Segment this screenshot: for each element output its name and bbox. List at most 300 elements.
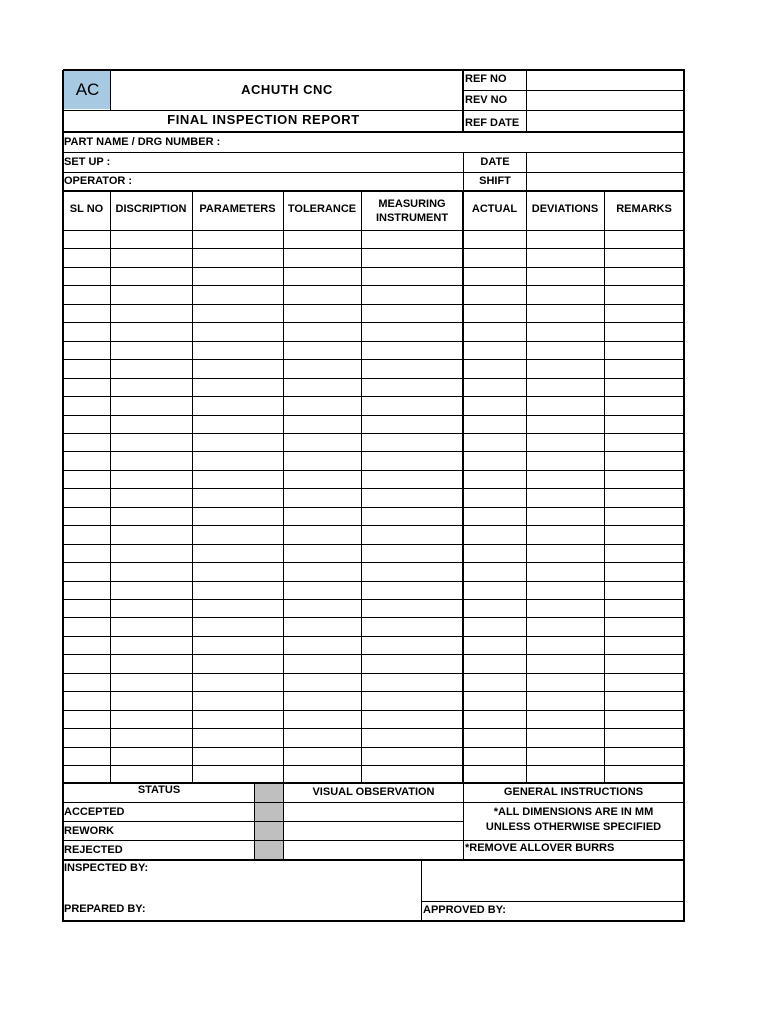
table-cell[interactable]	[363, 509, 461, 523]
table-cell[interactable]	[112, 361, 190, 375]
column-header-6: ACTUAL	[471, 203, 518, 215]
inspected-by-field[interactable]	[66, 877, 418, 899]
status-grey-left	[254, 783, 255, 861]
table-cell[interactable]	[528, 398, 602, 412]
table-cell[interactable]	[528, 361, 602, 375]
table-cell[interactable]	[465, 712, 524, 726]
table-cell[interactable]	[606, 527, 682, 541]
table-cell[interactable]	[363, 417, 461, 431]
table-cell[interactable]	[65, 453, 108, 467]
table-cell[interactable]	[285, 324, 359, 338]
table-cell[interactable]	[194, 583, 281, 597]
table-cell[interactable]	[606, 343, 682, 357]
table-cell[interactable]	[363, 453, 461, 467]
company-name: ACHUTH CNC	[241, 82, 333, 97]
table-cell[interactable]	[194, 619, 281, 633]
table-cell[interactable]	[285, 619, 359, 633]
table-cell[interactable]	[65, 380, 108, 394]
table-cell[interactable]	[528, 546, 602, 560]
table-cell[interactable]	[112, 472, 190, 486]
table-cell[interactable]	[528, 564, 602, 578]
operator-field[interactable]	[140, 174, 458, 190]
table-cell[interactable]	[65, 675, 108, 689]
table-cell[interactable]	[194, 232, 281, 246]
table-cell[interactable]	[285, 232, 359, 246]
table-cell[interactable]	[528, 250, 602, 264]
part-name-label: PART NAME / DRG NUMBER :	[64, 136, 221, 148]
table-cell[interactable]	[363, 583, 461, 597]
table-cell[interactable]	[112, 656, 190, 670]
table-cell[interactable]	[528, 767, 602, 781]
table-cell[interactable]	[465, 675, 524, 689]
table-cell[interactable]	[363, 564, 461, 578]
row-divider	[63, 359, 685, 360]
table-cell[interactable]	[285, 675, 359, 689]
shift-field[interactable]	[528, 174, 681, 190]
table-cell[interactable]	[285, 638, 359, 652]
table-cell[interactable]	[606, 232, 682, 246]
visual-observation-label: VISUAL OBSERVATION	[312, 786, 435, 798]
table-cell[interactable]	[194, 306, 281, 320]
table-cell[interactable]	[528, 675, 602, 689]
table-cell[interactable]	[65, 232, 108, 246]
table-cell[interactable]	[465, 749, 524, 763]
table-cell[interactable]	[465, 546, 524, 560]
table-cell[interactable]	[465, 656, 524, 670]
table-cell[interactable]	[528, 287, 602, 301]
table-cell[interactable]	[194, 509, 281, 523]
table-cell[interactable]	[194, 380, 281, 394]
table-cell[interactable]	[606, 730, 682, 744]
table-cell[interactable]	[465, 693, 524, 707]
table-cell[interactable]	[112, 232, 190, 246]
table-cell[interactable]	[194, 287, 281, 301]
table-cell[interactable]	[194, 564, 281, 578]
part-name-field[interactable]	[240, 135, 680, 151]
row-divider	[63, 378, 685, 379]
table-cell[interactable]	[285, 712, 359, 726]
logo-divider	[110, 70, 111, 111]
table-cell[interactable]	[363, 324, 461, 338]
table-cell[interactable]	[528, 527, 602, 541]
table-cell[interactable]	[112, 490, 190, 504]
table-cell[interactable]	[285, 583, 359, 597]
table-cell[interactable]	[606, 749, 682, 763]
table-cell[interactable]	[465, 638, 524, 652]
header-right-divider	[462, 70, 464, 133]
table-cell[interactable]	[112, 324, 190, 338]
table-cell[interactable]	[65, 712, 108, 726]
table-cell[interactable]	[363, 269, 461, 283]
table-cell[interactable]	[194, 527, 281, 541]
table-cell[interactable]	[465, 601, 524, 615]
info-divider-2	[526, 152, 527, 192]
table-cell[interactable]	[363, 361, 461, 375]
table-cell[interactable]	[465, 472, 524, 486]
table-cell[interactable]	[528, 583, 602, 597]
column-header-4: TOLERANCE	[287, 203, 357, 215]
report-title: FINAL INSPECTION REPORT	[167, 112, 360, 127]
row-divider	[63, 617, 685, 618]
table-cell[interactable]	[465, 564, 524, 578]
rev-no-field[interactable]	[528, 92, 681, 109]
table-cell[interactable]	[112, 380, 190, 394]
table-cell[interactable]	[194, 435, 281, 449]
table-cell[interactable]	[606, 564, 682, 578]
title-divider	[63, 110, 464, 111]
status-label: STATUS	[137, 784, 181, 796]
table-cell[interactable]	[285, 564, 359, 578]
table-cell[interactable]	[606, 546, 682, 560]
table-cell[interactable]	[285, 472, 359, 486]
table-cell[interactable]	[606, 472, 682, 486]
table-cell[interactable]	[606, 250, 682, 264]
column-divider	[361, 191, 362, 784]
table-cell[interactable]	[528, 453, 602, 467]
table-cell[interactable]	[285, 380, 359, 394]
table-cell[interactable]	[285, 767, 359, 781]
table-bottom	[63, 782, 685, 784]
table-cell[interactable]	[285, 306, 359, 320]
table-cell[interactable]	[363, 693, 461, 707]
table-cell[interactable]	[285, 546, 359, 560]
table-cell[interactable]	[65, 749, 108, 763]
table-cell[interactable]	[465, 583, 524, 597]
table-cell[interactable]	[112, 435, 190, 449]
table-cell[interactable]	[465, 619, 524, 633]
table-cell[interactable]	[112, 767, 190, 781]
table-cell[interactable]	[112, 250, 190, 264]
table-cell[interactable]	[194, 343, 281, 357]
table-cell[interactable]	[465, 250, 524, 264]
table-cell[interactable]	[606, 767, 682, 781]
approved-top	[421, 901, 685, 902]
instruction-dimensions-line1: *ALL DIMENSIONS ARE IN MM	[493, 806, 654, 818]
table-cell[interactable]	[65, 601, 108, 615]
table-cell[interactable]	[528, 693, 602, 707]
prepared-by-field[interactable]	[150, 902, 418, 918]
table-cell[interactable]	[528, 306, 602, 320]
table-cell[interactable]	[65, 546, 108, 560]
table-cell[interactable]	[194, 656, 281, 670]
table-cell[interactable]	[194, 693, 281, 707]
rev-no-label: REV NO	[465, 94, 508, 106]
column-header-7: DEVIATIONS	[531, 203, 599, 215]
table-cell[interactable]	[285, 656, 359, 670]
table-cell[interactable]	[285, 287, 359, 301]
row-divider	[63, 747, 685, 748]
table-cell[interactable]	[606, 287, 682, 301]
table-cell[interactable]	[285, 435, 359, 449]
table-cell[interactable]	[363, 767, 461, 781]
table-cell[interactable]	[194, 269, 281, 283]
table-cell[interactable]	[363, 306, 461, 320]
table-cell[interactable]	[606, 601, 682, 615]
table-cell[interactable]	[528, 601, 602, 615]
table-cell[interactable]	[363, 619, 461, 633]
visual-observation-field-3[interactable]	[286, 841, 462, 858]
table-cell[interactable]	[606, 509, 682, 523]
table-cell[interactable]	[194, 398, 281, 412]
date-field[interactable]	[528, 155, 681, 171]
table-cell[interactable]	[112, 564, 190, 578]
table-cell[interactable]	[606, 398, 682, 412]
table-cell[interactable]	[528, 638, 602, 652]
column-header-2: DISCRIPTION	[115, 203, 187, 215]
outer-border-bottom	[63, 920, 685, 922]
table-cell[interactable]	[363, 380, 461, 394]
table-cell[interactable]	[465, 361, 524, 375]
table-cell[interactable]	[465, 509, 524, 523]
table-cell[interactable]	[112, 619, 190, 633]
table-cell[interactable]	[363, 638, 461, 652]
setup-row-bottom	[63, 172, 685, 173]
table-cell[interactable]	[194, 453, 281, 467]
table-cell[interactable]	[465, 343, 524, 357]
approved-by-field[interactable]	[512, 902, 681, 918]
table-cell[interactable]	[194, 361, 281, 375]
table-cell[interactable]	[65, 287, 108, 301]
table-cell[interactable]	[465, 453, 524, 467]
table-cell[interactable]	[65, 361, 108, 375]
table-cell[interactable]	[363, 675, 461, 689]
signoff-divider	[421, 860, 422, 922]
table-cell[interactable]	[194, 324, 281, 338]
table-cell[interactable]	[112, 343, 190, 357]
accepted-label: ACCEPTED	[64, 806, 125, 818]
table-cell[interactable]	[363, 527, 461, 541]
table-cell[interactable]	[112, 675, 190, 689]
table-cell[interactable]	[112, 712, 190, 726]
table-cell[interactable]	[65, 417, 108, 431]
row-divider	[63, 322, 685, 323]
table-cell[interactable]	[65, 490, 108, 504]
table-cell[interactable]	[528, 232, 602, 246]
table-cell[interactable]	[528, 417, 602, 431]
company-logo	[64, 71, 111, 109]
table-cell[interactable]	[194, 675, 281, 689]
column-divider	[110, 191, 111, 784]
table-cell[interactable]	[363, 250, 461, 264]
row-divider	[63, 267, 685, 268]
table-cell[interactable]	[528, 380, 602, 394]
inspected-signature-field[interactable]	[425, 863, 681, 899]
table-cell[interactable]	[465, 269, 524, 283]
table-cell[interactable]	[528, 343, 602, 357]
table-cell[interactable]	[606, 324, 682, 338]
table-cell[interactable]	[285, 269, 359, 283]
table-cell[interactable]	[363, 749, 461, 763]
table-cell[interactable]	[363, 490, 461, 504]
table-cell[interactable]	[112, 601, 190, 615]
table-cell[interactable]	[194, 638, 281, 652]
table-cell[interactable]	[285, 527, 359, 541]
column-header-1: SL NO	[69, 203, 104, 215]
table-cell[interactable]	[363, 232, 461, 246]
table-cell[interactable]	[528, 509, 602, 523]
column-header-8: REMARKS	[616, 203, 672, 215]
table-cell[interactable]	[285, 693, 359, 707]
table-cell[interactable]	[65, 398, 108, 412]
table-cell[interactable]	[65, 730, 108, 744]
table-cell[interactable]	[363, 398, 461, 412]
table-cell[interactable]	[112, 306, 190, 320]
row-divider	[63, 396, 685, 397]
row-divider	[63, 433, 685, 434]
table-cell[interactable]	[112, 509, 190, 523]
status-row-1	[63, 802, 464, 803]
table-cell[interactable]	[528, 656, 602, 670]
table-cell[interactable]	[285, 490, 359, 504]
table-cell[interactable]	[528, 324, 602, 338]
table-cell[interactable]	[465, 232, 524, 246]
table-cell[interactable]	[194, 749, 281, 763]
table-cell[interactable]	[65, 656, 108, 670]
row-divider	[63, 304, 685, 305]
table-cell[interactable]	[363, 712, 461, 726]
table-cell[interactable]	[112, 417, 190, 431]
table-cell[interactable]	[65, 767, 108, 781]
table-cell[interactable]	[65, 693, 108, 707]
table-cell[interactable]	[285, 453, 359, 467]
table-cell[interactable]	[606, 269, 682, 283]
table-cell[interactable]	[363, 546, 461, 560]
table-cell[interactable]	[465, 730, 524, 744]
table-cell[interactable]	[112, 398, 190, 412]
table-cell[interactable]	[606, 435, 682, 449]
table-cell[interactable]	[606, 453, 682, 467]
table-cell[interactable]	[194, 250, 281, 264]
table-cell[interactable]	[606, 693, 682, 707]
table-cell[interactable]	[65, 306, 108, 320]
setup-field[interactable]	[118, 155, 458, 171]
table-cell[interactable]	[112, 583, 190, 597]
row-divider	[63, 488, 685, 489]
table-cell[interactable]	[606, 675, 682, 689]
table-cell[interactable]	[65, 324, 108, 338]
table-cell[interactable]	[194, 712, 281, 726]
table-cell[interactable]	[285, 250, 359, 264]
table-cell[interactable]	[606, 361, 682, 375]
table-cell[interactable]	[606, 619, 682, 633]
table-cell[interactable]	[363, 601, 461, 615]
table-cell[interactable]	[465, 287, 524, 301]
table-cell[interactable]	[65, 250, 108, 264]
table-cell[interactable]	[528, 749, 602, 763]
table-cell[interactable]	[528, 490, 602, 504]
table-cell[interactable]	[465, 380, 524, 394]
table-cell[interactable]	[363, 343, 461, 357]
table-cell[interactable]	[194, 601, 281, 615]
table-cell[interactable]	[606, 638, 682, 652]
table-cell[interactable]	[112, 730, 190, 744]
table-cell[interactable]	[65, 343, 108, 357]
ref-date-field[interactable]	[528, 113, 681, 131]
table-cell[interactable]	[65, 435, 108, 449]
visual-observation-field-2[interactable]	[286, 822, 462, 839]
inspected-by-label: INSPECTED BY:	[64, 862, 149, 874]
table-cell[interactable]	[285, 361, 359, 375]
table-cell[interactable]	[194, 472, 281, 486]
table-cell[interactable]	[65, 269, 108, 283]
table-cell[interactable]	[112, 527, 190, 541]
table-cell[interactable]	[606, 490, 682, 504]
table-cell[interactable]	[465, 527, 524, 541]
table-cell[interactable]	[528, 730, 602, 744]
table-cell[interactable]	[285, 730, 359, 744]
ref-no-field[interactable]	[528, 72, 681, 88]
table-cell[interactable]	[112, 693, 190, 707]
row-divider	[63, 341, 685, 342]
table-cell[interactable]	[285, 601, 359, 615]
table-cell[interactable]	[285, 509, 359, 523]
table-cell[interactable]	[465, 306, 524, 320]
table-cell[interactable]	[194, 490, 281, 504]
table-cell[interactable]	[112, 749, 190, 763]
table-cell[interactable]	[65, 527, 108, 541]
table-cell[interactable]	[112, 546, 190, 560]
table-cell[interactable]	[65, 619, 108, 633]
table-cell[interactable]	[194, 730, 281, 744]
table-cell[interactable]	[112, 638, 190, 652]
table-cell[interactable]	[465, 435, 524, 449]
info-bottom	[63, 190, 685, 192]
table-cell[interactable]	[465, 767, 524, 781]
table-cell[interactable]	[112, 269, 190, 283]
table-cell[interactable]	[363, 730, 461, 744]
ref-date-label: REF DATE	[465, 117, 520, 129]
table-cell[interactable]	[65, 564, 108, 578]
table-cell[interactable]	[606, 417, 682, 431]
table-cell[interactable]	[194, 417, 281, 431]
table-cell[interactable]	[528, 472, 602, 486]
table-cell[interactable]	[194, 767, 281, 781]
table-cell[interactable]	[65, 583, 108, 597]
table-cell[interactable]	[465, 490, 524, 504]
table-cell[interactable]	[65, 472, 108, 486]
table-cell[interactable]	[363, 656, 461, 670]
table-cell[interactable]	[363, 435, 461, 449]
table-cell[interactable]	[465, 324, 524, 338]
table-cell[interactable]	[528, 269, 602, 283]
row-divider	[63, 691, 685, 692]
table-cell[interactable]	[285, 749, 359, 763]
table-cell[interactable]	[606, 306, 682, 320]
table-cell[interactable]	[194, 546, 281, 560]
table-cell[interactable]	[285, 343, 359, 357]
visual-observation-field-1[interactable]	[286, 803, 462, 820]
table-cell[interactable]	[285, 417, 359, 431]
table-cell[interactable]	[65, 509, 108, 523]
table-cell[interactable]	[65, 638, 108, 652]
table-cell[interactable]	[606, 712, 682, 726]
table-cell[interactable]	[465, 417, 524, 431]
table-cell[interactable]	[528, 619, 602, 633]
table-cell[interactable]	[363, 287, 461, 301]
table-cell[interactable]	[606, 656, 682, 670]
table-cell[interactable]	[285, 398, 359, 412]
shift-label: SHIFT	[479, 175, 511, 187]
table-cell[interactable]	[606, 583, 682, 597]
outer-border-left	[62, 70, 64, 922]
table-cell[interactable]	[363, 472, 461, 486]
table-cell[interactable]	[528, 435, 602, 449]
table-cell[interactable]	[465, 398, 524, 412]
table-cell[interactable]	[112, 453, 190, 467]
table-cell[interactable]	[606, 380, 682, 394]
table-cell[interactable]	[528, 712, 602, 726]
table-cell[interactable]	[112, 287, 190, 301]
